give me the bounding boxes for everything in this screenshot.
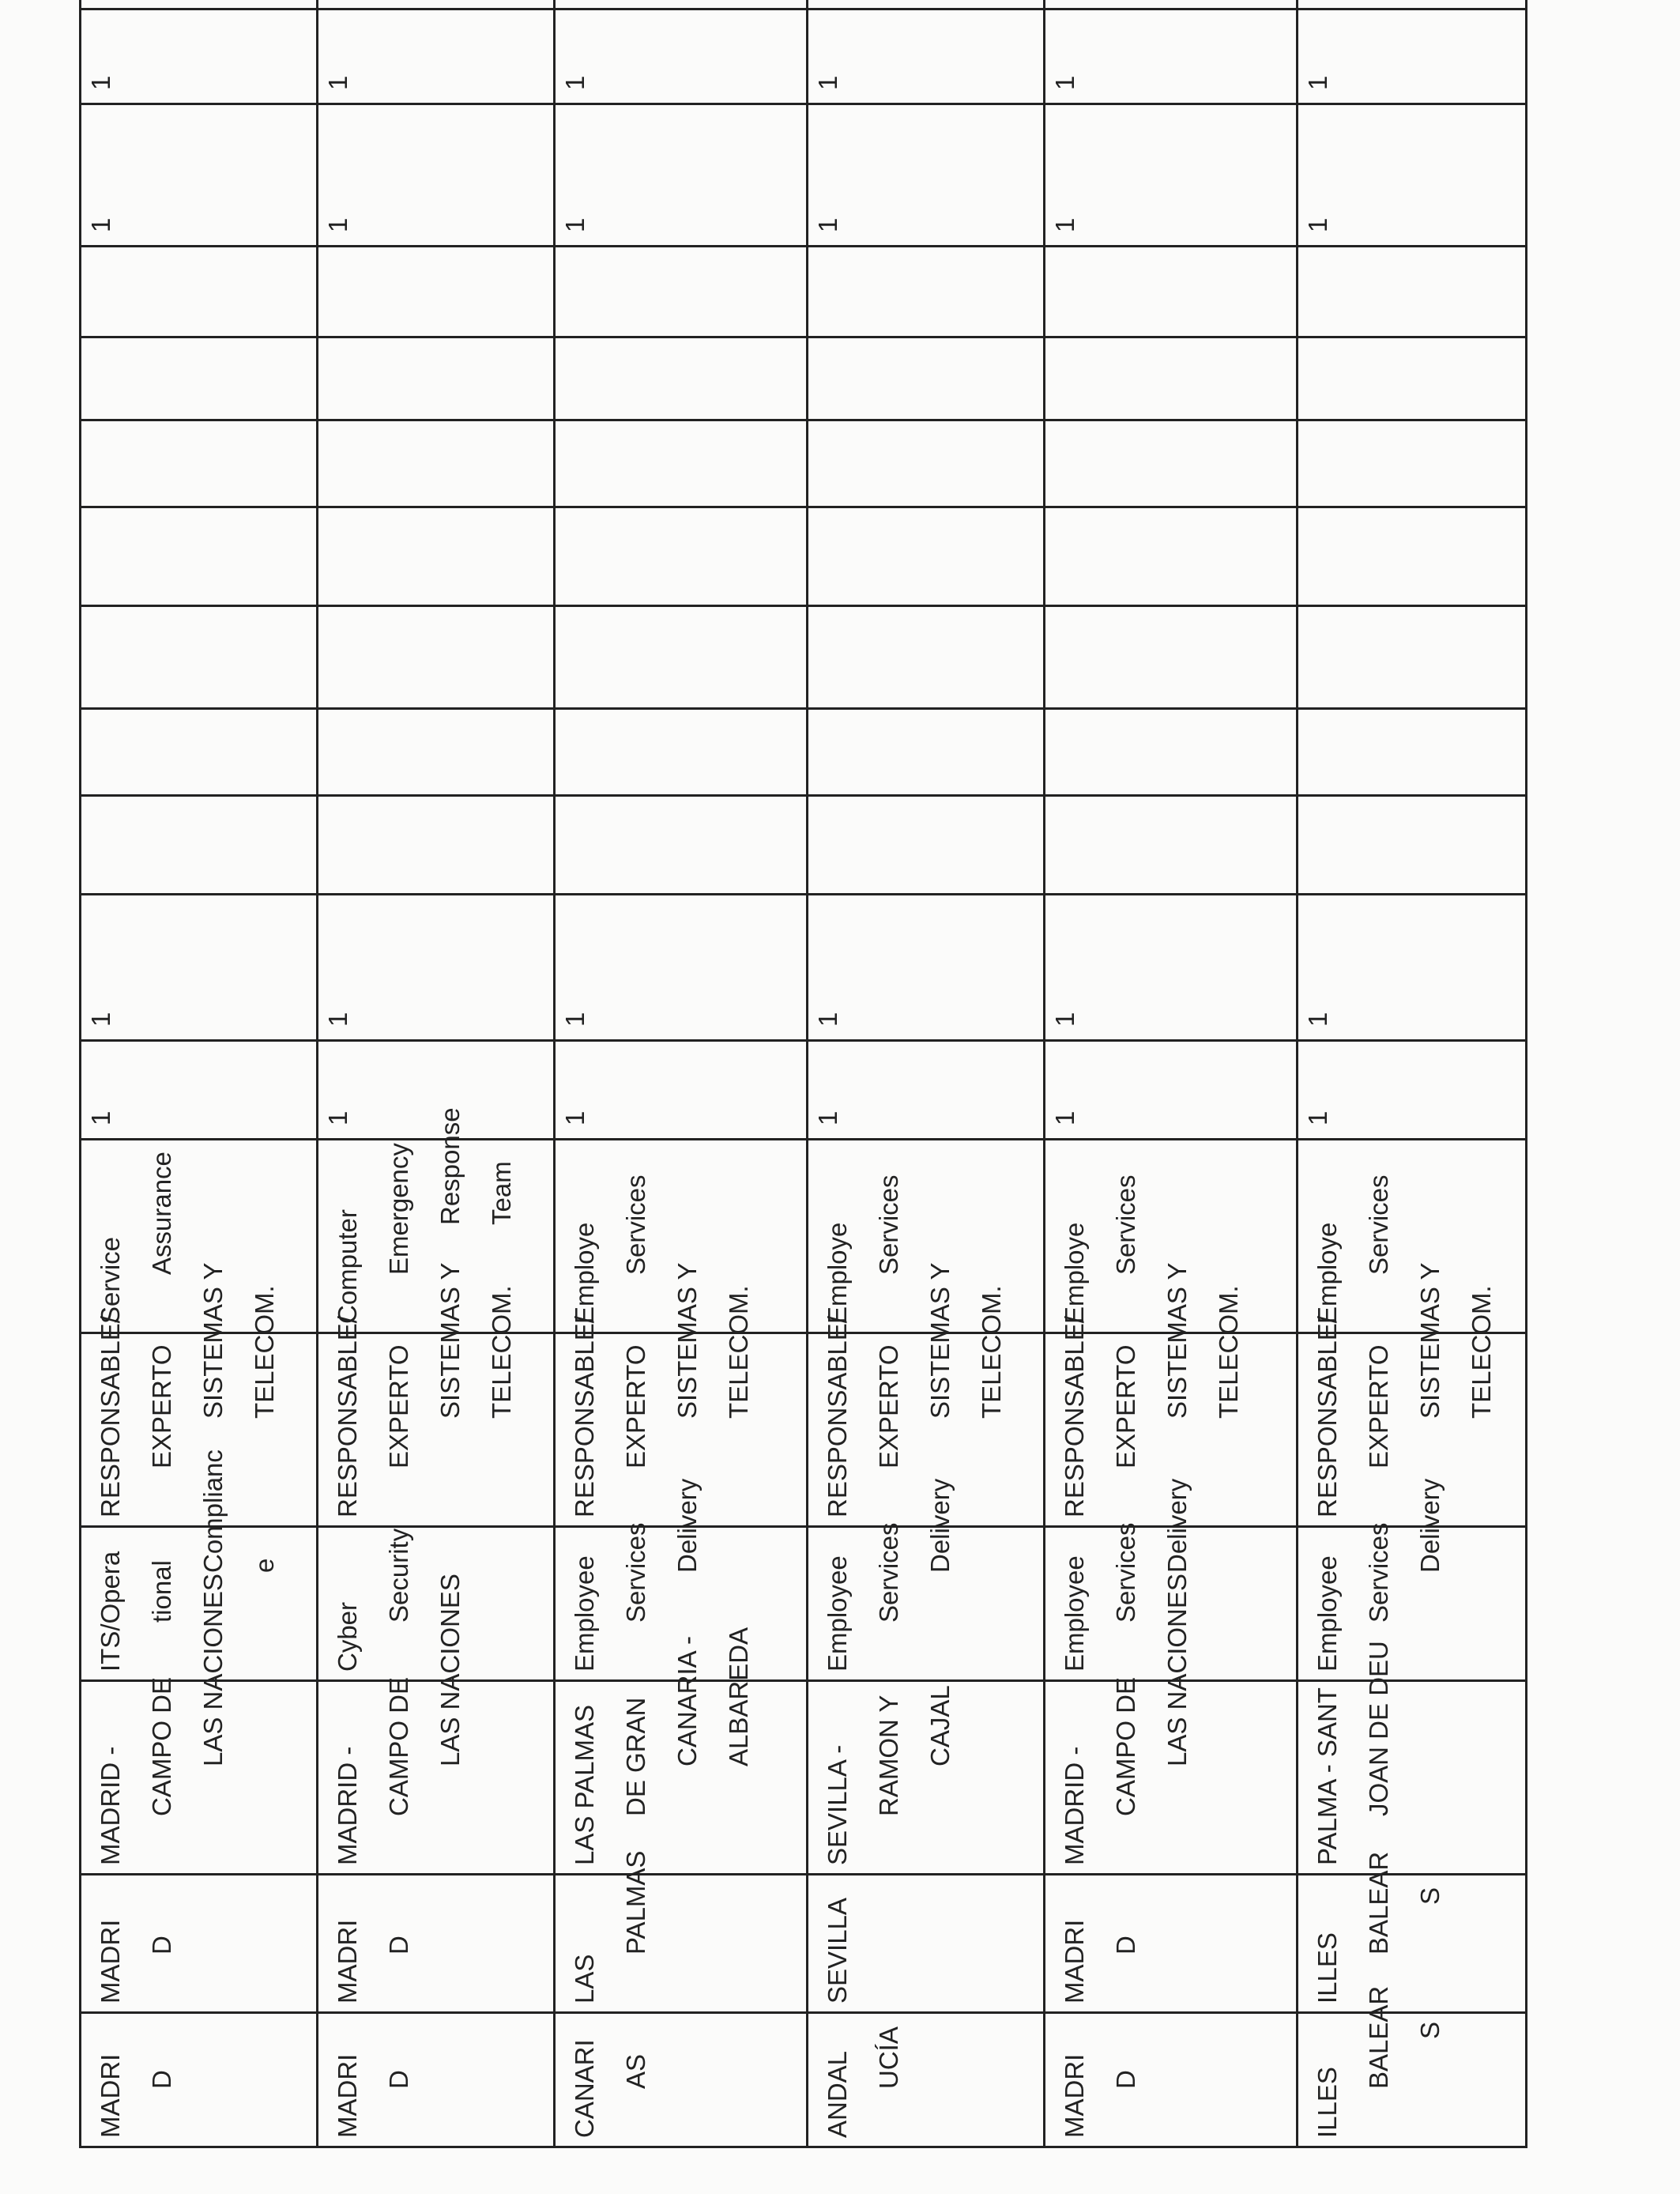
role-text-line: RESPONSABLE/ bbox=[1060, 1316, 1089, 1517]
team-text-line: Response bbox=[435, 1107, 465, 1225]
team-cell bbox=[81, 1140, 318, 1333]
team-text-line: Team bbox=[487, 1161, 516, 1225]
team-text-line: Services bbox=[621, 1174, 650, 1275]
region-text-line: ILLES bbox=[1313, 2067, 1342, 2138]
cell-value bbox=[318, 247, 323, 336]
table-row bbox=[555, 0, 808, 2147]
department-text-line: e bbox=[250, 1558, 279, 1573]
value-cell bbox=[808, 104, 1045, 247]
value-cell bbox=[1298, 9, 1527, 104]
cell-value bbox=[1298, 421, 1303, 506]
value-cell bbox=[318, 247, 555, 337]
value-cell bbox=[1298, 337, 1527, 420]
site-text-line: MADRID - bbox=[333, 1746, 362, 1865]
value-cell bbox=[1045, 9, 1298, 104]
table-row bbox=[318, 0, 555, 2147]
cell-value: 1 bbox=[1303, 1110, 1332, 1125]
role-text-line: SISTEMAS Y bbox=[1162, 1262, 1192, 1419]
team-text-line: Services bbox=[1364, 1174, 1393, 1275]
region-text-line: MADRI bbox=[333, 2053, 362, 2138]
province-text-line: S bbox=[1415, 1887, 1445, 1905]
value-cell bbox=[555, 507, 808, 606]
department-text-line: Delivery bbox=[925, 1478, 955, 1573]
cell-value bbox=[1298, 508, 1303, 605]
team-text-line: Service bbox=[96, 1236, 125, 1324]
team-text-line: Employe bbox=[1060, 1222, 1089, 1324]
table-row bbox=[1298, 0, 1527, 2147]
department-text-line: Complianc bbox=[198, 1449, 228, 1573]
value-cell bbox=[81, 9, 318, 104]
value-cell bbox=[81, 0, 318, 9]
cell-value bbox=[1298, 710, 1303, 794]
role-text-line: RESPONSABLE/ bbox=[96, 1316, 125, 1517]
value-cell bbox=[81, 507, 318, 606]
region-text-line: BALEAR bbox=[1364, 1985, 1393, 2089]
role-text-line: RESPONSABLE/ bbox=[570, 1316, 599, 1517]
rotated-table-wrapper bbox=[79, 18, 1525, 2148]
value-cell bbox=[318, 507, 555, 606]
value-cell bbox=[318, 337, 555, 420]
site-text-line: PALMA - SANT bbox=[1313, 1687, 1342, 1865]
department-cell bbox=[808, 1478, 1045, 1681]
cell-value bbox=[318, 508, 323, 605]
province-cell bbox=[318, 1875, 555, 2013]
value-cell bbox=[555, 104, 808, 247]
value-cell bbox=[808, 709, 1045, 796]
role-text-line: TELECOM. bbox=[487, 1285, 516, 1419]
value-cell bbox=[1298, 709, 1527, 796]
cell-value: 1 bbox=[560, 217, 590, 232]
cell-value bbox=[808, 247, 813, 336]
province-text-line: MADRI bbox=[96, 1919, 125, 2004]
cell-value bbox=[1298, 338, 1303, 419]
department-text-line: Employee bbox=[1060, 1555, 1089, 1672]
cell-value: 1 bbox=[1303, 1012, 1332, 1027]
province-text-line: PALMAS bbox=[621, 1850, 650, 1955]
cell-value bbox=[1045, 0, 1080, 8]
province-text-line: D bbox=[147, 1936, 176, 1955]
role-text-line: EXPERTO bbox=[147, 1344, 176, 1468]
value-cell bbox=[555, 709, 808, 796]
value-cell bbox=[555, 796, 808, 895]
team-cell bbox=[1045, 1140, 1298, 1333]
department-text-line: Employee bbox=[1313, 1555, 1342, 1672]
department-text-line: Services bbox=[1364, 1522, 1393, 1623]
cell-value bbox=[556, 607, 560, 707]
cell-value bbox=[808, 607, 813, 707]
role-text-line: RESPONSABLE/ bbox=[333, 1316, 362, 1517]
site-text-line: CAMPO DE bbox=[147, 1676, 176, 1816]
cell-value: 1 bbox=[1303, 75, 1332, 90]
cell-value bbox=[81, 710, 86, 794]
cell-value bbox=[1045, 797, 1050, 893]
province-text-line: LAS bbox=[570, 1954, 599, 2004]
cell-value bbox=[81, 421, 86, 506]
role-text-line: SISTEMAS Y bbox=[198, 1262, 228, 1419]
cell-value bbox=[81, 247, 86, 336]
team-text-line: Assurance bbox=[147, 1152, 176, 1275]
value-cell bbox=[808, 606, 1045, 709]
cell-value: 1 bbox=[1050, 1110, 1079, 1125]
cell-value: 1 bbox=[86, 1110, 115, 1125]
role-text-line: TELECOM. bbox=[250, 1285, 279, 1419]
value-cell bbox=[808, 507, 1045, 606]
province-text-line: SEVILLA bbox=[823, 1898, 852, 2004]
value-cell bbox=[1045, 420, 1298, 507]
role-text-line: SISTEMAS Y bbox=[672, 1262, 702, 1419]
department-text-line: Cyber bbox=[333, 1601, 362, 1672]
cell-value: 1 bbox=[560, 1110, 590, 1125]
value-cell bbox=[555, 606, 808, 709]
cell-value bbox=[1298, 247, 1303, 336]
cell-value bbox=[556, 508, 560, 605]
region-cell bbox=[318, 2013, 555, 2147]
team-text-line: Employe bbox=[570, 1222, 599, 1324]
cell-value bbox=[1045, 338, 1050, 419]
province-text-line: D bbox=[1111, 1936, 1140, 1955]
value-cell bbox=[318, 895, 555, 1041]
value-cell bbox=[318, 9, 555, 104]
site-text-line: ALBAREDA bbox=[724, 1627, 753, 1766]
value-cell bbox=[555, 895, 808, 1041]
value-cell bbox=[81, 709, 318, 796]
role-text-line: EXPERTO bbox=[874, 1344, 903, 1468]
role-text-line: SISTEMAS Y bbox=[925, 1262, 955, 1419]
cell-value: 1 bbox=[323, 217, 352, 232]
department-text-line: Delivery bbox=[1415, 1478, 1445, 1573]
value-cell bbox=[555, 420, 808, 507]
role-text-line: TELECOM. bbox=[1214, 1285, 1243, 1419]
department-cell bbox=[81, 1449, 318, 1681]
cell-value bbox=[1298, 0, 1333, 8]
department-text-line: ITS/Opera bbox=[96, 1551, 125, 1672]
role-text-line: EXPERTO bbox=[621, 1344, 650, 1468]
team-cell bbox=[555, 1140, 808, 1333]
site-text-line: LAS NACIONES bbox=[1162, 1574, 1192, 1766]
value-cell bbox=[555, 9, 808, 104]
cell-value bbox=[81, 338, 86, 419]
role-text-line: EXPERTO bbox=[1111, 1344, 1140, 1468]
value-cell bbox=[1045, 104, 1298, 247]
value-cell bbox=[1298, 104, 1527, 247]
value-cell bbox=[81, 606, 318, 709]
team-text-line: Computer bbox=[333, 1209, 362, 1324]
value-cell bbox=[1298, 247, 1527, 337]
cell-value bbox=[556, 247, 560, 336]
value-cell bbox=[1298, 796, 1527, 895]
cell-value: 1 bbox=[1303, 217, 1332, 232]
value-cell bbox=[81, 337, 318, 420]
region-text-line: MADRI bbox=[1060, 2053, 1089, 2138]
cell-value: 1 bbox=[323, 1110, 352, 1125]
department-text-line: Delivery bbox=[672, 1478, 702, 1573]
site-text-line: RAMON Y bbox=[874, 1695, 903, 1816]
cell-value bbox=[318, 421, 323, 506]
cell-value bbox=[556, 0, 590, 8]
department-text-line: Employee bbox=[823, 1555, 852, 1672]
region-text-line: D bbox=[1111, 2070, 1140, 2089]
role-text-line: SISTEMAS Y bbox=[435, 1262, 465, 1419]
department-text-line: Employee bbox=[570, 1555, 599, 1672]
province-text-line: BALEAR bbox=[1364, 1851, 1393, 1955]
value-cell bbox=[555, 337, 808, 420]
cell-value: 1 bbox=[86, 217, 115, 232]
cell-value bbox=[1045, 508, 1050, 605]
team-text-line: Services bbox=[874, 1174, 903, 1275]
region-text-line: D bbox=[384, 2070, 413, 2089]
province-text-line: MADRI bbox=[1060, 1919, 1089, 2004]
value-cell bbox=[808, 0, 1045, 9]
value-cell bbox=[808, 247, 1045, 337]
cell-value bbox=[81, 0, 116, 8]
cell-value bbox=[1045, 710, 1050, 794]
cell-value bbox=[318, 607, 323, 707]
region-cell bbox=[81, 2013, 318, 2147]
cell-value bbox=[556, 797, 560, 893]
role-text-line: SISTEMAS Y bbox=[1415, 1262, 1445, 1419]
department-cell bbox=[1298, 1478, 1527, 1681]
value-cell bbox=[318, 420, 555, 507]
value-cell bbox=[81, 796, 318, 895]
cell-value bbox=[81, 797, 86, 893]
table-row bbox=[81, 0, 318, 2147]
team-text-line: Employe bbox=[1313, 1222, 1342, 1324]
value-cell bbox=[1298, 895, 1527, 1041]
cell-value bbox=[318, 0, 353, 8]
cell-value: 1 bbox=[1050, 75, 1079, 90]
department-cell bbox=[1045, 1478, 1298, 1681]
value-cell bbox=[318, 796, 555, 895]
cell-value: 1 bbox=[813, 75, 842, 90]
value-cell bbox=[808, 1041, 1045, 1140]
value-cell bbox=[1298, 606, 1527, 709]
team-text-line: Employe bbox=[823, 1222, 852, 1324]
region-text-line: ANDAL bbox=[823, 2050, 852, 2138]
cell-value: 1 bbox=[560, 75, 590, 90]
province-cell bbox=[1298, 1851, 1527, 2013]
cell-value bbox=[81, 607, 86, 707]
role-text-line: TELECOM. bbox=[724, 1285, 753, 1419]
value-cell bbox=[81, 104, 318, 247]
cell-value bbox=[808, 797, 813, 893]
cell-value bbox=[1298, 797, 1303, 893]
value-cell bbox=[1045, 796, 1298, 895]
value-cell bbox=[1298, 0, 1527, 9]
data-table bbox=[79, 0, 1527, 2148]
province-cell bbox=[81, 1875, 318, 2013]
value-cell bbox=[808, 420, 1045, 507]
team-cell bbox=[808, 1140, 1045, 1333]
site-text-line: LAS NACIONES bbox=[435, 1574, 465, 1766]
site-text-line: JOAN DE DEU bbox=[1364, 1641, 1393, 1816]
value-cell bbox=[1045, 507, 1298, 606]
site-text-line: CAMPO DE bbox=[1111, 1676, 1140, 1816]
value-cell bbox=[1298, 420, 1527, 507]
value-cell bbox=[1045, 1041, 1298, 1140]
role-text-line: EXPERTO bbox=[384, 1344, 413, 1468]
cell-value bbox=[1298, 607, 1303, 707]
cell-value: 1 bbox=[323, 75, 352, 90]
cell-value: 1 bbox=[813, 217, 842, 232]
region-text-line: D bbox=[147, 2070, 176, 2089]
value-cell bbox=[318, 0, 555, 9]
role-text-line: RESPONSABLE/ bbox=[1313, 1316, 1342, 1517]
cell-value bbox=[81, 508, 86, 605]
site-text-line: CAJAL bbox=[925, 1685, 955, 1766]
province-text-line: MADRI bbox=[333, 1919, 362, 2004]
region-cell bbox=[555, 2013, 808, 2147]
site-text-line: LAS PALMAS bbox=[570, 1705, 599, 1865]
province-text-line: ILLES bbox=[1313, 1932, 1342, 2004]
site-cell bbox=[555, 1627, 808, 1875]
value-cell bbox=[1045, 247, 1298, 337]
cell-value bbox=[808, 0, 843, 8]
value-cell bbox=[1045, 606, 1298, 709]
region-text-line: AS bbox=[621, 2053, 650, 2089]
department-text-line: Services bbox=[621, 1522, 650, 1623]
value-cell bbox=[81, 247, 318, 337]
site-text-line: MADRID - bbox=[1060, 1746, 1089, 1865]
region-text-line: UCÍA bbox=[874, 2026, 903, 2089]
site-cell bbox=[808, 1681, 1045, 1875]
team-cell bbox=[318, 1107, 555, 1333]
site-text-line: CAMPO DE bbox=[384, 1676, 413, 1816]
site-cell bbox=[1298, 1641, 1527, 1875]
department-cell bbox=[555, 1478, 808, 1681]
value-cell bbox=[808, 337, 1045, 420]
value-cell bbox=[1298, 1041, 1527, 1140]
cell-value: 1 bbox=[813, 1012, 842, 1027]
role-text-line: TELECOM. bbox=[1467, 1285, 1496, 1419]
cell-value: 1 bbox=[86, 1012, 115, 1027]
site-text-line: MADRID - bbox=[96, 1746, 125, 1865]
department-text-line: Services bbox=[874, 1522, 903, 1623]
region-cell bbox=[808, 2013, 1045, 2147]
team-cell bbox=[1298, 1140, 1527, 1333]
department-text-line: Delivery bbox=[1162, 1478, 1192, 1573]
region-cell bbox=[1045, 2013, 1298, 2147]
department-cell bbox=[318, 1527, 555, 1681]
region-cell bbox=[1298, 1985, 1527, 2147]
province-cell bbox=[1045, 1875, 1298, 2013]
department-text-line: tional bbox=[147, 1560, 176, 1623]
value-cell bbox=[808, 895, 1045, 1041]
value-cell bbox=[808, 796, 1045, 895]
team-text-line: Services bbox=[1111, 1174, 1140, 1275]
role-text-line: TELECOM. bbox=[977, 1285, 1006, 1419]
cell-value bbox=[808, 710, 813, 794]
region-text-line: S bbox=[1415, 2021, 1445, 2039]
table-row bbox=[1045, 0, 1298, 2147]
role-text-line: EXPERTO bbox=[1364, 1344, 1393, 1468]
cell-value: 1 bbox=[560, 1012, 590, 1027]
cell-value bbox=[556, 710, 560, 794]
cell-value bbox=[318, 797, 323, 893]
cell-value: 1 bbox=[1050, 217, 1079, 232]
cell-value bbox=[1045, 607, 1050, 707]
region-text-line: MADRI bbox=[96, 2053, 125, 2138]
province-cell bbox=[808, 1875, 1045, 2013]
cell-value bbox=[556, 338, 560, 419]
value-cell bbox=[555, 0, 808, 9]
value-cell bbox=[808, 9, 1045, 104]
site-text-line: CANARIA - bbox=[672, 1635, 702, 1766]
cell-value: 1 bbox=[1050, 1012, 1079, 1027]
value-cell bbox=[318, 606, 555, 709]
value-cell bbox=[1045, 895, 1298, 1041]
value-cell bbox=[1045, 337, 1298, 420]
value-cell bbox=[318, 104, 555, 247]
cell-value bbox=[1045, 421, 1050, 506]
cell-value bbox=[808, 338, 813, 419]
region-text-line: CANARI bbox=[570, 2039, 599, 2138]
value-cell bbox=[81, 895, 318, 1041]
value-cell bbox=[1298, 507, 1527, 606]
province-text-line: D bbox=[384, 1936, 413, 1955]
department-text-line: Security bbox=[384, 1528, 413, 1623]
province-cell bbox=[555, 1850, 808, 2013]
table-row bbox=[808, 0, 1045, 2147]
value-cell bbox=[1045, 709, 1298, 796]
value-cell bbox=[318, 1041, 555, 1140]
cell-value bbox=[318, 338, 323, 419]
cell-value: 1 bbox=[86, 75, 115, 90]
value-cell bbox=[555, 1041, 808, 1140]
cell-value bbox=[808, 421, 813, 506]
site-text-line: SEVILLA - bbox=[823, 1744, 852, 1865]
value-cell bbox=[81, 420, 318, 507]
cell-value: 1 bbox=[813, 1110, 842, 1125]
team-text-line: Emergency bbox=[384, 1143, 413, 1275]
value-cell bbox=[318, 709, 555, 796]
cell-value bbox=[318, 710, 323, 794]
role-text-line: RESPONSABLE/ bbox=[823, 1316, 852, 1517]
cell-value bbox=[1045, 247, 1050, 336]
value-cell bbox=[1045, 0, 1298, 9]
cell-value: 1 bbox=[323, 1012, 352, 1027]
department-text-line: Services bbox=[1111, 1522, 1140, 1623]
value-cell bbox=[81, 1041, 318, 1140]
site-text-line: DE GRAN bbox=[621, 1697, 650, 1816]
value-cell bbox=[555, 247, 808, 337]
cell-value bbox=[556, 421, 560, 506]
site-text-line: LAS NACIONES bbox=[198, 1574, 228, 1766]
cell-value bbox=[808, 508, 813, 605]
